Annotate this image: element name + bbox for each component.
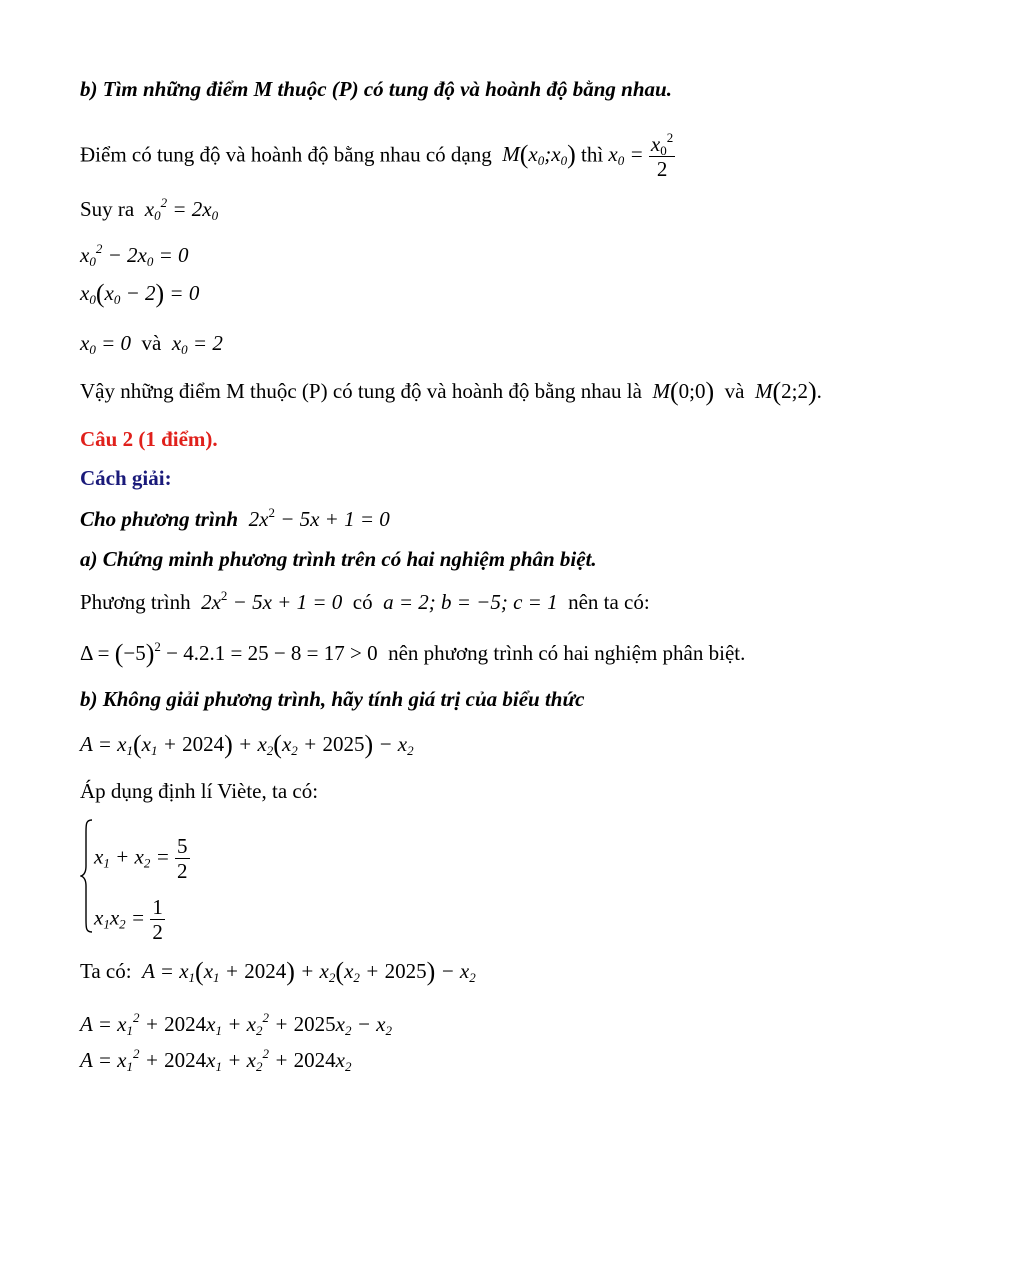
method-label: Cách giải: bbox=[80, 466, 172, 490]
part-a-line: Phương trình $2x^2 - 5x + 1 = 0$ có a = 2; b = −5; c = 1 nên ta có: bbox=[80, 588, 650, 614]
conclusion-line: Vậy những điểm M thuộc (P) có tung độ và hoành độ bằng nhau là M(0;0) và M(2;2). bbox=[80, 377, 822, 406]
expansion-step-1: $A = x_1^2 + 2024x_1 + x_2^2 + 2025x_2 - x_2$ bbox=[80, 1010, 392, 1038]
part-a-text1: Phương trình bbox=[80, 590, 191, 614]
coefficients: a = 2; b = −5; c = 1 bbox=[377, 590, 563, 614]
question-title: Câu 2 (1 điểm). bbox=[80, 427, 218, 451]
part-b-heading-2: b) Không giải phương trình, hãy tính giá trị của biểu thức bbox=[80, 687, 585, 711]
suy-ra-text: Suy ra bbox=[80, 197, 135, 221]
ta-co-line: Ta có: $A = x_1(x_1 + 2024) + x_2(x_2 + 2025) - x_2$ bbox=[80, 957, 476, 986]
sum-denominator: 2 bbox=[177, 859, 188, 883]
point-form: $M(x_0;x_0)$ bbox=[497, 140, 576, 170]
given-text: Cho phương trình bbox=[80, 507, 239, 531]
equation-step-2: $x_0(x_0 - 2) = 0$ bbox=[80, 279, 200, 308]
point-2: M(2;2) bbox=[754, 377, 817, 406]
product-numerator: 1 bbox=[152, 895, 163, 919]
viete-product: $x_1x_2$ = $\frac{1}{2}$ bbox=[94, 895, 163, 944]
fraction: $\frac{x_0^2}{2}$ bbox=[650, 130, 674, 181]
discriminant-formula: $\Delta = (-5)^2 - 4.2.1 = 25 - 8 = 17 > 0$ bbox=[80, 639, 383, 668]
sum-numerator: 5 bbox=[177, 834, 188, 858]
x0-formula: $x_0$ = $\frac{x_0^2}{2}$ bbox=[608, 130, 674, 181]
ta-co-text: Ta có: bbox=[80, 959, 132, 983]
point-1: M(0;0) bbox=[647, 377, 715, 406]
product-fraction bbox=[150, 895, 165, 944]
equation-step-1: $x_0^2 - 2x_0 = 0$ bbox=[80, 241, 189, 269]
part-a-text3: nên ta có: bbox=[568, 590, 650, 614]
conclusion-text: Vậy những điểm M thuộc (P) có tung độ và hoành độ bằng nhau là bbox=[80, 379, 642, 403]
sum-fraction bbox=[175, 834, 190, 883]
product-denominator: 2 bbox=[152, 920, 163, 944]
intro-mid: thì bbox=[581, 142, 604, 167]
equation: $x_0^2 = 2x_0$ bbox=[139, 195, 219, 223]
given-equation: $2x^2 - 5x + 1 = 0$ bbox=[243, 505, 390, 531]
intro-line bbox=[80, 132, 675, 181]
part-a-heading: a) Chứng minh phương trình trên có hai nghiệm phân biệt. bbox=[80, 547, 597, 571]
system-brace bbox=[80, 818, 94, 934]
given-line bbox=[80, 506, 390, 532]
suy-ra-line bbox=[80, 196, 218, 222]
expression-a: $A = x_1(x_1 + 2024) + x_2(x_2 + 2025) - x_2$ bbox=[80, 730, 414, 759]
part-b-heading: b) Tìm những điểm M thuộc (P) có tung độ và hoành độ bằng nhau. bbox=[80, 77, 672, 101]
expansion-step-2: $A = x_1^2 + 2024x_1 + x_2^2 + 2024x_2$ bbox=[80, 1046, 352, 1074]
discriminant-text: nên phương trình có hai nghiệm phân biệt. bbox=[388, 641, 746, 665]
intro-text: Điểm có tung độ và hoành độ bằng nhau có dạng bbox=[80, 142, 492, 167]
part-a-text2: có bbox=[352, 590, 373, 614]
discriminant-line bbox=[80, 640, 745, 667]
and-word: và bbox=[141, 331, 162, 355]
viete-text: Áp dụng định lí Viète, ta có: bbox=[80, 779, 319, 803]
viete-sum: $x_1 + x_2$ = $\frac{5}{2}$ bbox=[94, 834, 188, 883]
equation-step-3: $x_0 = 0$ và $x_0 = 2$ bbox=[80, 331, 223, 357]
